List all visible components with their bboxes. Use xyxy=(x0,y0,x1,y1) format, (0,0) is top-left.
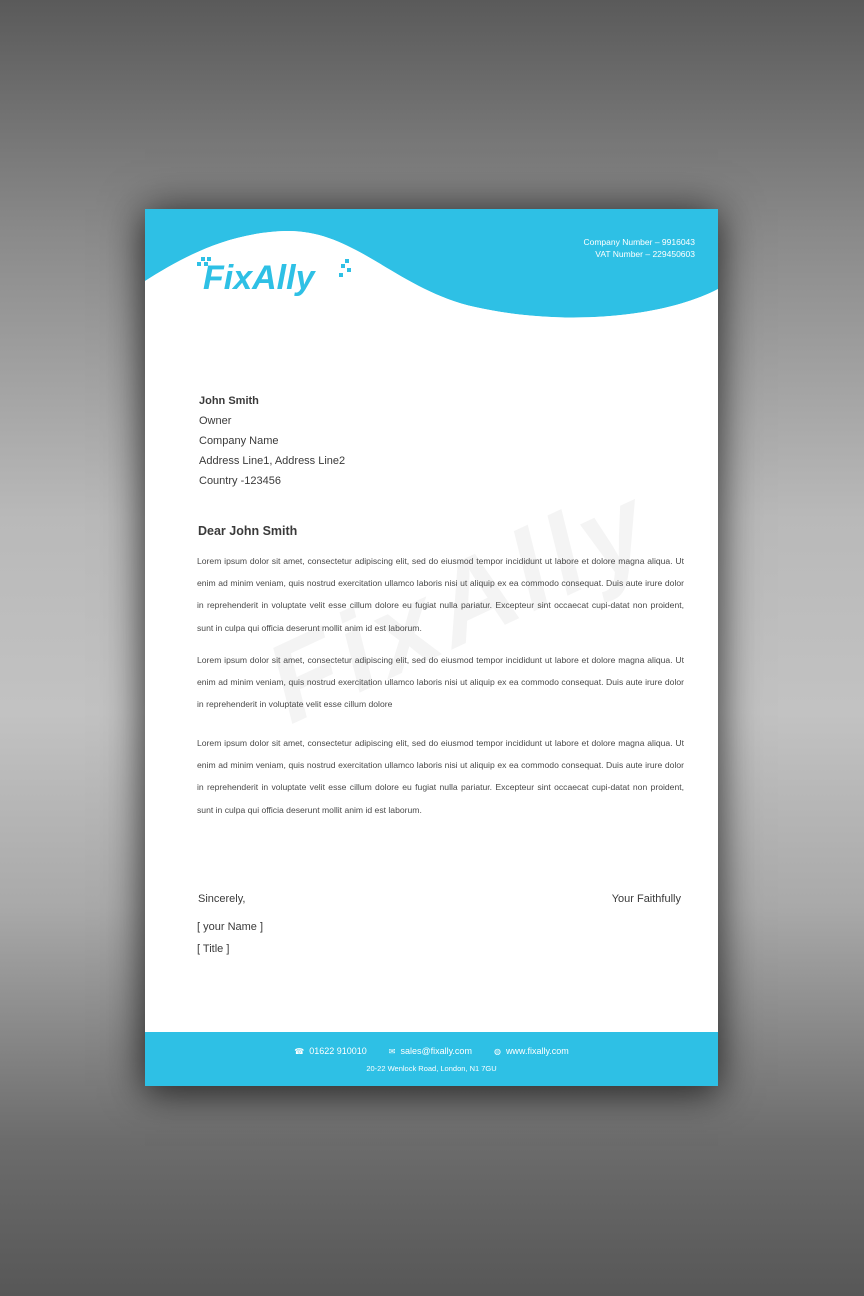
footer-address: 20-22 Wenlock Road, London, N1 7GU xyxy=(366,1064,497,1073)
website-url[interactable]: www.fixally.com xyxy=(505,1046,569,1056)
globe-icon: ◍ xyxy=(493,1046,501,1056)
footer-contacts xyxy=(145,1046,718,1056)
footer-phone xyxy=(294,1046,367,1056)
footer-website[interactable] xyxy=(494,1046,569,1056)
company-number: Company Number – 9916043 xyxy=(583,237,695,247)
letterhead-page xyxy=(145,209,718,1086)
phone-icon: ☎ xyxy=(294,1046,305,1056)
signature-title: [ Title ] xyxy=(197,943,230,955)
footer-email[interactable] xyxy=(389,1046,472,1056)
body-paragraph-2: Lorem ipsum dolor sit amet, consectetur adipiscing elit, sed do eiusmod tempor incididunt ut labore et dolore magna aliqua. Ut enim ad minim veniam, quis nostrud exercitation ullamco laboris nisi ut aliquip ex ea commodo consequat. Duis aute irure dolor in reprehenderit in voluptate velit esse cillum dolore xyxy=(197,655,684,710)
envelope-icon: ✉ xyxy=(388,1046,396,1056)
recipient-name: John Smith xyxy=(199,395,259,407)
recipient-company: Company Name xyxy=(199,435,279,447)
body-paragraph-1: Lorem ipsum dolor sit amet, consectetur adipiscing elit, sed do eiusmod tempor incididunt ut labore et dolore magna aliqua. Ut enim ad minim veniam, quis nostrud exercitation ullamco laboris nisi ut aliquip ex ea commodo consequat. Duis aute irure dolor in reprehenderit in voluptate velit esse cillum dolore eu fugiat nulla pariatur. Excepteur sint occaecat cupi-datat non proident, sunt in culpa qui officia deserunt mollit anim id est laborum. xyxy=(197,556,684,633)
email-address[interactable]: sales@fixally.com xyxy=(400,1046,472,1056)
company-info xyxy=(583,236,695,260)
vat-number: VAT Number – 229450603 xyxy=(595,249,695,259)
closing-right: Your Faithfully xyxy=(611,893,681,905)
phone-number: 01622 910010 xyxy=(309,1046,367,1056)
recipient-role: Owner xyxy=(199,415,232,427)
recipient-address: Address Line1, Address Line2 xyxy=(199,455,346,467)
logo-text: FixAlly xyxy=(203,259,315,297)
recipient-block xyxy=(199,391,345,491)
closing-left: Sincerely, xyxy=(198,893,246,905)
fixally-logo xyxy=(195,251,355,308)
recipient-country: Country -123456 xyxy=(199,475,281,487)
body-paragraph-3: Lorem ipsum dolor sit amet, consectetur adipiscing elit, sed do eiusmod tempor incididunt ut labore et dolore magna aliqua. Ut enim ad minim veniam, quis nostrud exercitation ullamco laboris nisi ut aliquip ex ea commodo consequat. Duis aute irure dolor in reprehenderit in voluptate velit esse cillum dolore eu fugiat nulla pariatur. Excepteur sint occaecat cupi-datat non proident, sunt in culpa qui officia deserunt mollit anim id est laborum. xyxy=(197,738,684,815)
signature-name: [ your Name ] xyxy=(197,921,264,933)
footer-bar xyxy=(145,1032,718,1086)
greeting: Dear John Smith xyxy=(198,524,298,538)
